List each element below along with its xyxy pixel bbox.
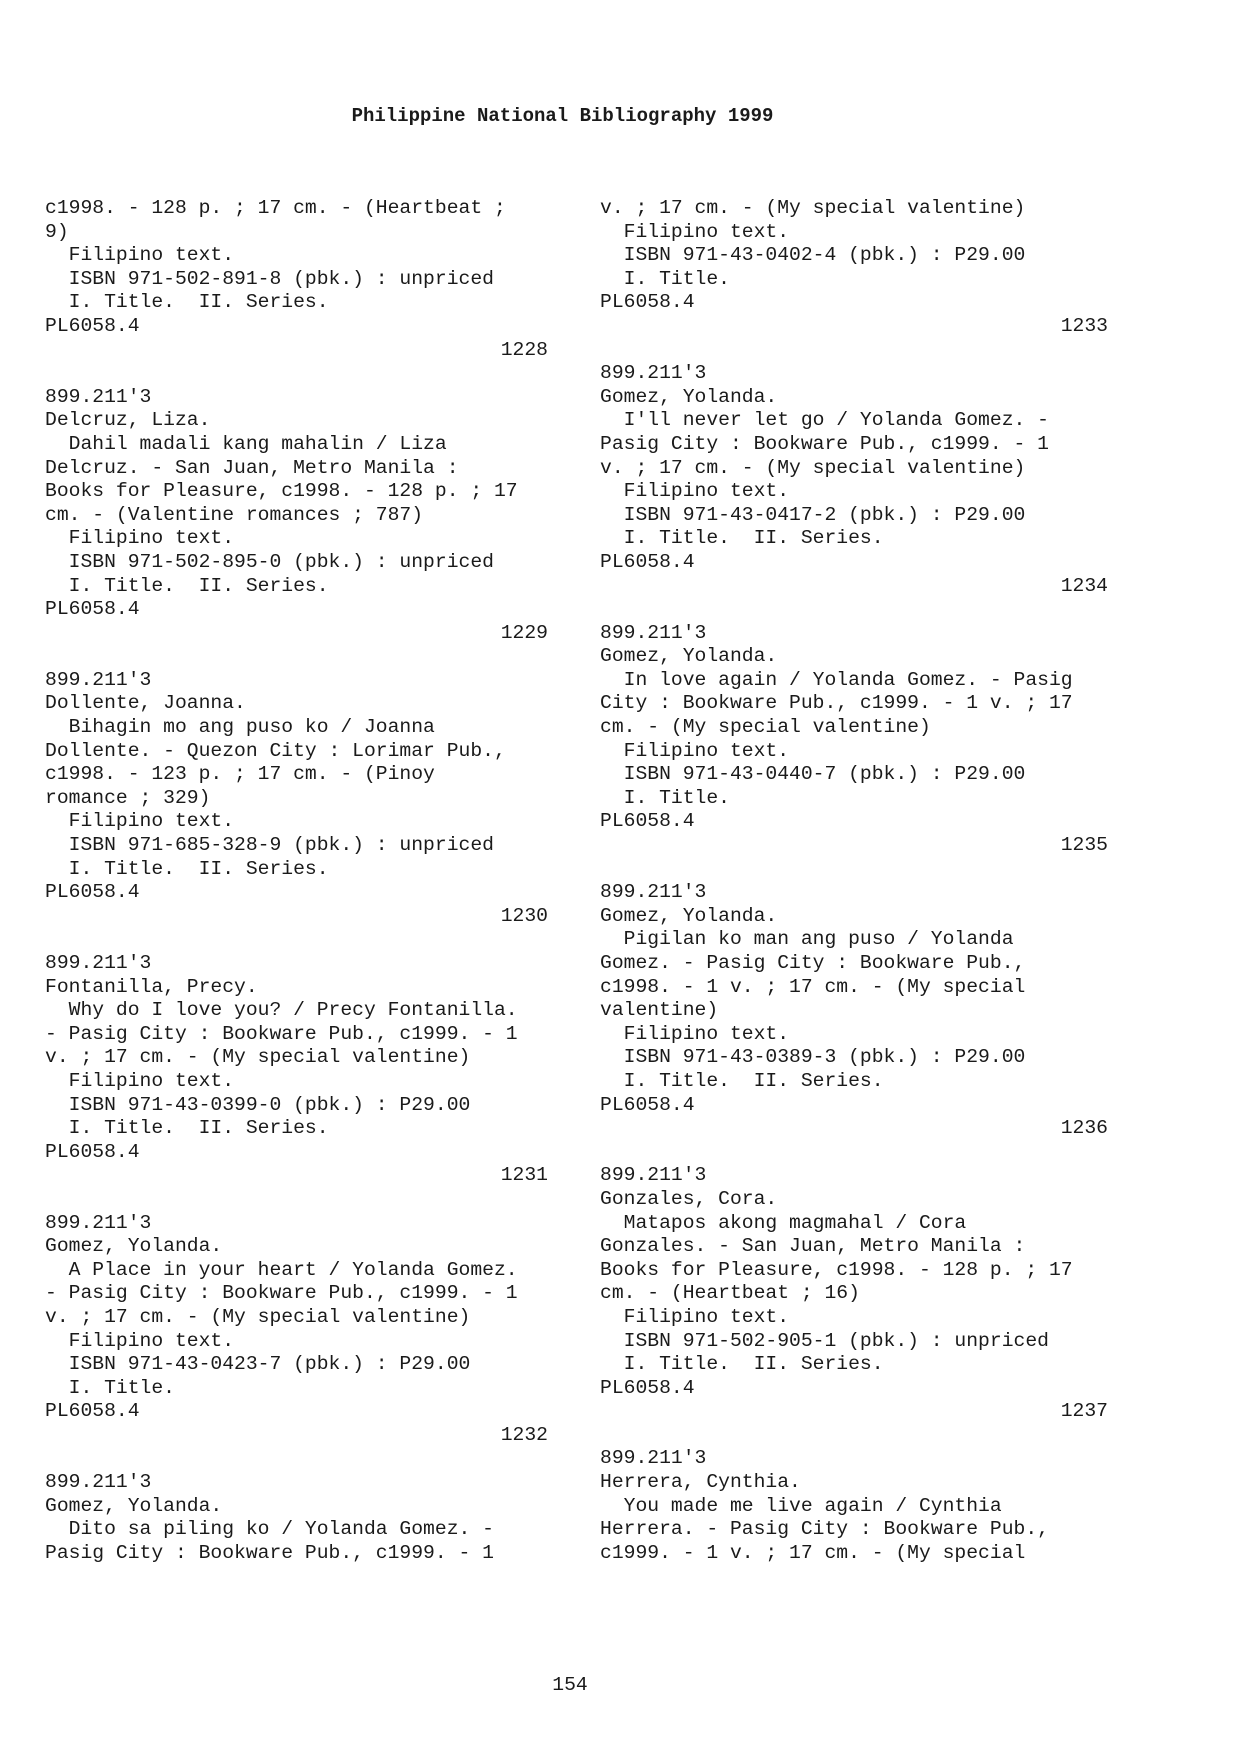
entry-line: Gomez, Yolanda. [600, 385, 778, 408]
entry-line: I. Title. II. Series. [600, 527, 884, 550]
entry-line: Filipino text. [45, 1069, 235, 1092]
entry-line: 899.211'3 [45, 1471, 152, 1494]
entry-line: PL6058.4 [45, 314, 140, 337]
entry-line: 899.211'3 [45, 385, 152, 408]
entry-line: ISBN 971-43-0440-7 (pbk.) : P29.00 [600, 763, 1026, 786]
entry-line: Filipino text. [45, 527, 235, 550]
entry-number: 1233 [1060, 314, 1108, 337]
entry-line: City : Bookware Pub., c1999. - 1 v. ; 17 [600, 692, 1073, 715]
entry-line: 9) [45, 220, 69, 243]
entry-line: 899.211'3 [600, 362, 707, 385]
entry-line: Filipino text. [600, 1022, 790, 1045]
entry-line: ISBN 971-43-0389-3 (pbk.) : P29.00 [600, 1046, 1026, 1069]
entry-number: 1237 [1060, 1400, 1108, 1423]
entry-number: 1234 [1060, 574, 1108, 597]
entry-number: 1229 [500, 621, 548, 644]
entry-line: Filipino text. [45, 244, 235, 267]
entry-line: Filipino text. [600, 1305, 790, 1328]
entry-line: I. Title. II. Series. [45, 1117, 329, 1140]
entry-line: Filipino text. [600, 220, 790, 243]
entry-line: Filipino text. [600, 739, 790, 762]
entry-line: I. Title. [600, 267, 730, 290]
entry-line: Pigilan ko man ang puso / Yolanda [600, 928, 1014, 951]
entry-spacer [45, 645, 555, 669]
entry-line: Gomez, Yolanda. [45, 1235, 223, 1258]
entry-line: A Place in your heart / Yolanda Gomez. [45, 1258, 518, 1281]
entry-line: ISBN 971-43-0399-0 (pbk.) : P29.00 [45, 1093, 471, 1116]
entry-line: PL6058.4 [600, 1093, 695, 1116]
entry-spacer [600, 858, 1110, 882]
entry-line: v. ; 17 cm. - (My special valentine) [45, 1046, 471, 1069]
entry-line: You made me live again / Cynthia [600, 1494, 1002, 1517]
entry-line: v. ; 17 cm. - (My special valentine) [45, 1305, 471, 1328]
entry-line: Fontanilla, Precy. [45, 975, 258, 998]
entry-spacer [600, 339, 1110, 363]
entry-line: Dito sa piling ko / Yolanda Gomez. - [45, 1518, 494, 1541]
entry-line: Gomez. - Pasig City : Bookware Pub., [600, 952, 1026, 974]
entry-spacer [600, 1141, 1110, 1165]
entry-spacer [45, 1447, 555, 1471]
entry-line: Herrera. - Pasig City : Bookware Pub., [600, 1518, 1049, 1541]
entry-line: I. Title. [45, 1376, 175, 1399]
entry-line: PL6058.4 [45, 1140, 140, 1163]
entry-number: 1235 [1060, 834, 1108, 857]
entry-line: Delcruz, Liza. [45, 409, 211, 432]
entry-line: Dollente. - Quezon City : Lorimar Pub., [45, 739, 506, 762]
entry-line: I. Title. II. Series. [600, 1069, 884, 1092]
right-column [600, 197, 1110, 1565]
entry-line: I. Title. II. Series. [600, 1353, 884, 1376]
entry-line: ISBN 971-43-0417-2 (pbk.) : P29.00 [600, 503, 1026, 526]
entry-line: ISBN 971-43-0402-4 (pbk.) : P29.00 [600, 244, 1026, 267]
entry-line: Bihagin mo ang puso ko / Joanna [45, 716, 435, 739]
entry-line: Books for Pleasure, c1998. - 128 p. ; 17 [45, 480, 518, 503]
entry-line: Why do I love you? / Precy Fontanilla. [45, 999, 518, 1022]
entry-line: PL6058.4 [600, 550, 695, 573]
entry-number: 1236 [1060, 1117, 1108, 1140]
entry-line: valentine) [600, 999, 719, 1022]
entry-number: 1231 [500, 1164, 548, 1187]
entry-number: 1228 [500, 338, 548, 361]
entry-line: Filipino text. [45, 1329, 235, 1352]
entry-spacer [600, 598, 1110, 622]
entry-line: PL6058.4 [600, 810, 695, 833]
entry-line: c1999. - 1 v. ; 17 cm. - (My special [600, 1541, 1026, 1564]
entry-line: v. ; 17 cm. - (My special valentine) [600, 456, 1026, 479]
entry-line: Filipino text. [45, 810, 235, 833]
entry-line: Dahil madali kang mahalin / Liza [45, 432, 447, 455]
entry-line: romance ; 329) [45, 786, 211, 809]
entry-line: I. Title. II. Series. [45, 291, 329, 314]
entry-line: cm. - (Valentine romances ; 787) [45, 503, 424, 526]
entry-line: Gomez, Yolanda. [45, 1494, 223, 1517]
entry-line: Delcruz. - San Juan, Metro Manila : [45, 456, 459, 479]
entry-line: 899.211'3 [600, 1447, 707, 1470]
entry-line: Dollente, Joanna. [45, 692, 246, 715]
entry-line: 899.211'3 [600, 1164, 707, 1187]
entry-line: Filipino text. [600, 480, 790, 503]
entry-line: PL6058.4 [45, 1400, 140, 1423]
entry-line: I. Title. II. Series. [45, 574, 329, 597]
entry-line: 899.211'3 [45, 1211, 152, 1234]
entry-line: PL6058.4 [45, 881, 140, 904]
entry-line: 899.211'3 [600, 881, 707, 904]
entry-line: 899.211'3 [600, 621, 707, 644]
entry-line: c1998. - 128 p. ; 17 cm. - (Heartbeat ; [45, 197, 506, 219]
entry-line: PL6058.4 [600, 1376, 695, 1399]
entry-spacer [45, 1188, 555, 1212]
entry-spacer [45, 362, 555, 386]
entry-line: Matapos akong magmahal / Cora [600, 1211, 967, 1234]
entry-line: - Pasig City : Bookware Pub., c1999. - 1 [45, 1282, 518, 1305]
entry-line: PL6058.4 [600, 291, 695, 314]
entry-line: I'll never let go / Yolanda Gomez. - [600, 409, 1049, 432]
entry-line: ISBN 971-502-891-8 (pbk.) : unpriced [45, 267, 494, 290]
page-title: Philippine National Bibliography 1999 [351, 105, 774, 127]
entry-line: c1998. - 123 p. ; 17 cm. - (Pinoy [45, 763, 435, 786]
entry-line: cm. - (My special valentine) [600, 716, 931, 739]
entry-number: 1232 [500, 1423, 548, 1446]
entry-line: 899.211'3 [45, 668, 152, 691]
entry-line: cm. - (Heartbeat ; 16) [600, 1282, 860, 1305]
entry-line: Gonzales. - San Juan, Metro Manila : [600, 1235, 1026, 1258]
entry-line: Pasig City : Bookware Pub., c1999. - 1 [45, 1541, 494, 1564]
entry-line: c1998. - 1 v. ; 17 cm. - (My special [600, 975, 1026, 998]
entry-line: Herrera, Cynthia. [600, 1471, 801, 1494]
entry-line: Books for Pleasure, c1998. - 128 p. ; 17 [600, 1258, 1073, 1281]
entry-number: 1230 [500, 904, 548, 927]
left-column [45, 197, 555, 1565]
entry-line: ISBN 971-43-0423-7 (pbk.) : P29.00 [45, 1353, 471, 1376]
entry-line: Gomez, Yolanda. [600, 645, 778, 668]
entry-line: 899.211'3 [45, 952, 152, 974]
entry-line: I. Title. [600, 786, 730, 809]
entry-line: Gonzales, Cora. [600, 1187, 778, 1210]
entry-line: PL6058.4 [45, 598, 140, 621]
entry-spacer [600, 1424, 1110, 1448]
entry-line: I. Title. II. Series. [45, 857, 329, 880]
entry-line: - Pasig City : Bookware Pub., c1999. - 1 [45, 1022, 518, 1045]
entry-line: ISBN 971-502-895-0 (pbk.) : unpriced [45, 550, 494, 573]
entry-line: v. ; 17 cm. - (My special valentine) [600, 197, 1026, 219]
entry-line: In love again / Yolanda Gomez. - Pasig [600, 668, 1073, 691]
entry-line: Pasig City : Bookware Pub., c1999. - 1 [600, 432, 1049, 455]
page-number: 154 [552, 1674, 588, 1696]
entry-spacer [45, 928, 555, 952]
entry-line: ISBN 971-685-328-9 (pbk.) : unpriced [45, 834, 494, 857]
entry-line: ISBN 971-502-905-1 (pbk.) : unpriced [600, 1329, 1049, 1352]
entry-line: Gomez, Yolanda. [600, 904, 778, 927]
